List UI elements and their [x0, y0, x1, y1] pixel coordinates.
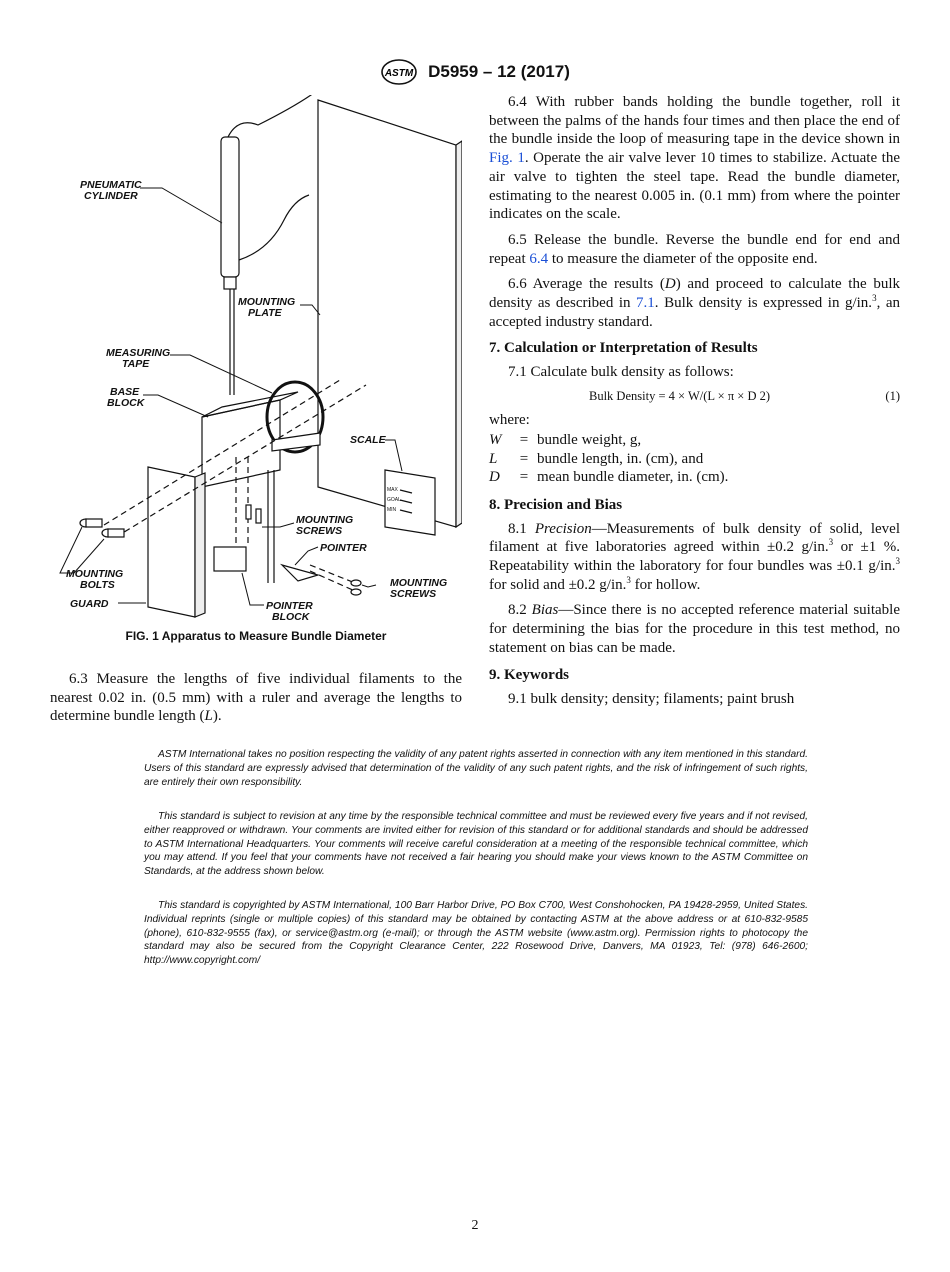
label-measuring: MEASURING [106, 347, 171, 359]
label-mounting-plate-1: MOUNTING [238, 296, 296, 308]
svg-text:MOUNTING PLATE [238, 296, 298, 319]
equation-number: (1) [885, 389, 900, 404]
para-8-1: 8.1 Precision—Measurements of bulk density of solid, level filament at five laboratories agreed within ±0.2 g/in.$^3$ or ±1 %. Repeatability within the laboratory for four bundles was ±0.1 g/in.$^3$ for solid and ±0.2 g/in.$^3$ for hollow. [489, 520, 900, 593]
label-tape: TAPE [122, 358, 150, 370]
label-mounting-screws-c1: MOUNTING [296, 514, 354, 526]
svg-text:BASE BLOCK [107, 386, 146, 409]
label-mounting-screws-r1: MOUNTING [390, 577, 448, 589]
left-para [50, 670, 462, 733]
label-mounting-screws-r2: SCREWS [390, 588, 437, 600]
def-row: L = bundle length, in. (cm), and [489, 450, 704, 467]
scale-mark-max: MAX [387, 487, 398, 493]
page-number: 2 [471, 1218, 479, 1233]
notice-patent: ASTM International takes no position respecting the validity of any patent rights asserted in connection with any item mentioned in this standard. Users of this standard are expressly advised that determination of the validity of any such patent rights, and the risk of infringement of such rights, are entirely their own responsibility. [144, 749, 808, 788]
logo-text: ASTM [384, 68, 414, 79]
label-mounting-bolts-2: BOLTS [80, 579, 115, 591]
para-8-2: 8.2 Bias—Since there is no accepted reference material suitable for determining the bias for the procedure in this test method, no statement on bias can be made. [489, 602, 900, 656]
astm-logo-icon [380, 58, 418, 86]
section-9-heading: 9. Keywords [489, 666, 569, 683]
para-6-5: 6.5 Release the bundle. Reverse the bundle end for end and repeat 6.4 to measure the diameter of the opposite end. [489, 231, 900, 267]
svg-text:PNEUMATIC CYLINDER [80, 179, 145, 202]
pneumatic-cylinder-shape [221, 137, 239, 277]
section-7-1-link[interactable]: 7.1 [636, 295, 655, 312]
scale-mark-goal: GOAL [387, 497, 401, 503]
apparatus-diagram [50, 95, 462, 625]
section-8-heading: 8. Precision and Bias [489, 496, 623, 513]
para-6-4: 6.4 With rubber bands holding the bundle together, roll it between the palms of the hands four times and then place the end of the bundle inside the loop of measuring tape in the device shown in Fig. 1. Operate the air valve lever 10 times to stabilize. Actuate the air valve to tighten the steel tape. Read the bundle diameter, estimating to the nearest 0.005 in. (0.1 mm) from where the pointer indicates on the scale. [489, 94, 901, 223]
para-7-1: 7.1 Calculate bulk density as follows: [508, 364, 734, 381]
equation-text: Bulk Density = 4 × W/(L × π × D 2) [589, 389, 771, 404]
label-pneumatic: PNEUMATIC [80, 179, 142, 191]
def-row: D = mean bundle diameter, in. (cm). [489, 469, 729, 486]
label-base: BASE [110, 386, 140, 398]
section-6-4-link[interactable]: 6.4 [529, 250, 549, 267]
variable-definitions [489, 431, 900, 487]
mounting-plate-shape [318, 100, 456, 527]
label-scale: SCALE [350, 434, 386, 446]
label-pointer-block-2: BLOCK [272, 611, 310, 623]
fig-1-link[interactable]: Fig. 1 [489, 150, 525, 167]
label-cylinder: CYLINDER [84, 190, 138, 202]
def-row: W = bundle weight, g, [489, 432, 642, 449]
svg-text:MEASURING TAPE [106, 347, 173, 370]
pointer-shape [282, 565, 318, 581]
label-mounting-bolts-1: MOUNTING [66, 568, 124, 580]
label-block: BLOCK [107, 397, 145, 409]
label-pointer-block-1: POINTER [266, 600, 313, 612]
label-pointer: POINTER [320, 542, 367, 554]
left-column [50, 95, 462, 643]
equation-1 [489, 389, 900, 404]
label-mounting-screws-c2: SCREWS [296, 525, 343, 537]
label-mounting-plate-2: PLATE [248, 307, 282, 319]
section-7-heading: 7. Calculation or Interpretation of Results [489, 340, 758, 357]
para-6-3: 6.3 Measure the lengths of five individual filaments to the nearest 0.02 in. (0.5 mm) with a ruler and average the lengths to determine bundle length (L). [50, 671, 462, 725]
svg-text:MOUNTING SCREWS [390, 577, 450, 600]
scale-mark-min: MIN [387, 507, 397, 513]
notice-revision: This standard is subject to revision at any time by the responsible technical committee and must be reviewed every five years and if not revised, either reapproved or withdrawn. Your comments are invited either for revision of this standard or for additional standards and should be addressed to ASTM International Headquarters. Your comments will receive careful consideration at a meeting of the responsible technical committee, which you may attend. If you feel that your comments have not received a fair hearing you should make your views known to the ASTM Committee on Standards, at the address shown below. [144, 811, 808, 878]
svg-text:MOUNTING BOLTS [66, 568, 126, 591]
para-6-6: 6.6 Average the results (D) and proceed to calculate the bulk density as described in 7.1. Bulk density is expressed in g/in.$^3$, an accepted industry standard. [489, 276, 900, 330]
where-label: where: [489, 412, 530, 429]
doc-id: D5959 – 12 (2017) [428, 62, 570, 81]
svg-text:MOUNTING SCREWS [296, 514, 356, 537]
notice-copyright: This standard is copyrighted by ASTM International, 100 Barr Harbor Drive, PO Box C700, West Conshohocken, PA 19428-2959, United States. Individual reprints (single or multiple copies) of this standard may be obtained by contacting ASTM at the above address or at 610-832-9585 (phone), 610-832-9555 (fax), or service@astm.org (e-mail); or through the ASTM website (www.astm.org). Permission rights to photocopy the standard may also be secured from the Copyright Clearance Center, 222 Rosewood Drive, Danvers, MA 01923, Tel: (978) 646-2600; http://www.copyright.com/ [144, 900, 808, 967]
svg-text:POINTER BLOCK [266, 600, 316, 623]
page-header [0, 58, 950, 86]
guard-shape [148, 467, 195, 617]
para-9-1: 9.1 bulk density; density; filaments; paint brush [508, 690, 795, 707]
right-column [489, 93, 900, 715]
pointer-block-shape [214, 547, 246, 571]
figure-1 [50, 95, 462, 643]
label-guard: GUARD [70, 598, 109, 610]
figure-caption: FIG. 1 Apparatus to Measure Bundle Diameter [125, 629, 387, 643]
